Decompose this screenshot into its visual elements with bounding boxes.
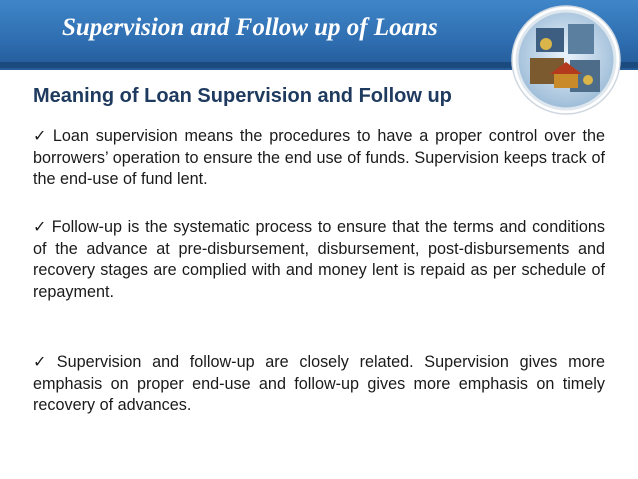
slide-title: Supervision and Follow up of Loans	[62, 14, 438, 41]
bullet-paragraph-2	[33, 217, 605, 303]
checkmark-icon: ✓	[33, 218, 48, 236]
checkmark-icon: ✓	[33, 353, 53, 371]
checkmark-icon: ✓	[33, 127, 49, 145]
bullet-paragraph-3	[33, 352, 605, 417]
paragraph-text: Supervision and follow-up are closely related. Supervision gives more emphasis on proper end-use and follow-up gives more emphasis on timely recovery of advances.	[33, 353, 605, 415]
paragraph-text: Loan supervision means the procedures to have a proper control over the borrowers’ operation to ensure the end use of funds. Supervision keeps track of the end-use of fund lent.	[33, 127, 605, 189]
paragraph-text: Follow-up is the systematic process to ensure that the terms and conditions of the advance at pre-disbursement, disbursement, post-disbursements and recovery stages are complied with and money lent is repaid as per schedule of repayment.	[33, 218, 605, 301]
bullet-paragraph-1	[33, 126, 605, 191]
section-heading: Meaning of Loan Supervision and Follow up	[33, 85, 452, 107]
finance-globe-logo-icon	[510, 4, 622, 116]
